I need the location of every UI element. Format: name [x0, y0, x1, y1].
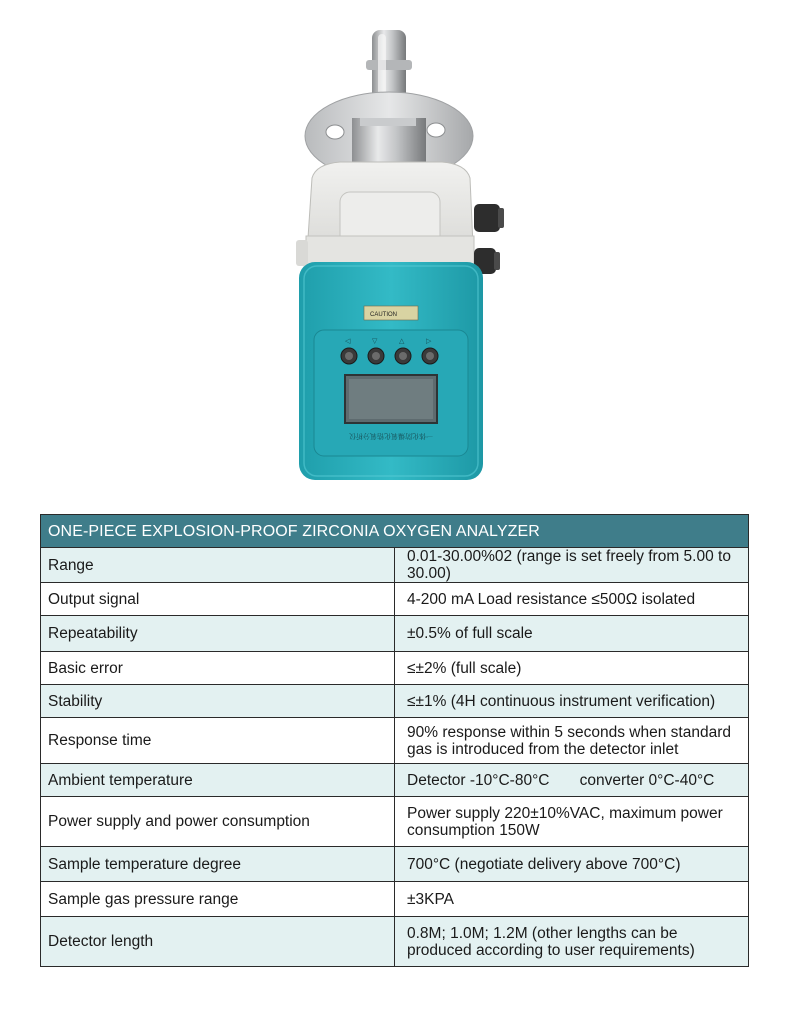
table-row	[41, 685, 749, 718]
spec-table	[40, 514, 749, 967]
svg-text:▷: ▷	[426, 338, 432, 345]
svg-text:◁: ◁	[345, 338, 351, 345]
row-label: Ambient temperature	[41, 764, 395, 797]
display-panel	[299, 262, 483, 480]
table-row	[41, 764, 749, 797]
table-row	[41, 882, 749, 917]
row-value: ±3KPA	[395, 882, 749, 917]
row-label: Response time	[41, 718, 395, 764]
table-row	[41, 917, 749, 967]
row-label: Range	[41, 548, 395, 583]
table-header-row	[41, 515, 749, 548]
analyzer-housing	[296, 162, 474, 268]
svg-text:△: △	[399, 338, 405, 345]
row-value: 700°C (negotiate delivery above 700°C)	[395, 847, 749, 882]
row-label: Power supply and power consumption	[41, 797, 395, 847]
row-label: Output signal	[41, 583, 395, 616]
row-label: Detector length	[41, 917, 395, 967]
row-value: 0.01-30.00%02 (range is set freely from 5.00 to 30.00)	[395, 548, 749, 583]
table-row	[41, 548, 749, 583]
product-photo	[0, 0, 790, 505]
row-label: Sample gas pressure range	[41, 882, 395, 917]
panel-text: 一体化防爆氧化锆氧分析仪	[349, 432, 433, 440]
table-row	[41, 652, 749, 685]
row-value: 0.8M; 1.0M; 1.2M (other lengths can be produced according to user requirements)	[395, 917, 749, 967]
row-label: Stability	[41, 685, 395, 718]
cable-glands	[474, 204, 504, 274]
row-value: ±0.5% of full scale	[395, 616, 749, 652]
row-value: Detector -10°C-80°C converter 0°C-40°C	[395, 764, 749, 797]
table-title: ONE-PIECE EXPLOSION-PROOF ZIRCONIA OXYGEN ANALYZER	[41, 515, 749, 548]
table-row	[41, 718, 749, 764]
row-value: ≤±1% (4H continuous instrument verification)	[395, 685, 749, 718]
caution-label: CAUTION	[370, 312, 397, 318]
table-row	[41, 847, 749, 882]
row-label: Repeatability	[41, 616, 395, 652]
row-value: Power supply 220±10%VAC, maximum power consumption 150W	[395, 797, 749, 847]
row-value: 4-200 mA Load resistance ≤500Ω isolated	[395, 583, 749, 616]
row-value: 90% response within 5 seconds when standard gas is introduced from the detector inlet	[395, 718, 749, 764]
table-row	[41, 616, 749, 652]
row-value: ≤±2% (full scale)	[395, 652, 749, 685]
row-label: Basic error	[41, 652, 395, 685]
svg-text:▽: ▽	[372, 338, 378, 345]
table-row	[41, 797, 749, 847]
table-row	[41, 583, 749, 616]
row-label: Sample temperature degree	[41, 847, 395, 882]
